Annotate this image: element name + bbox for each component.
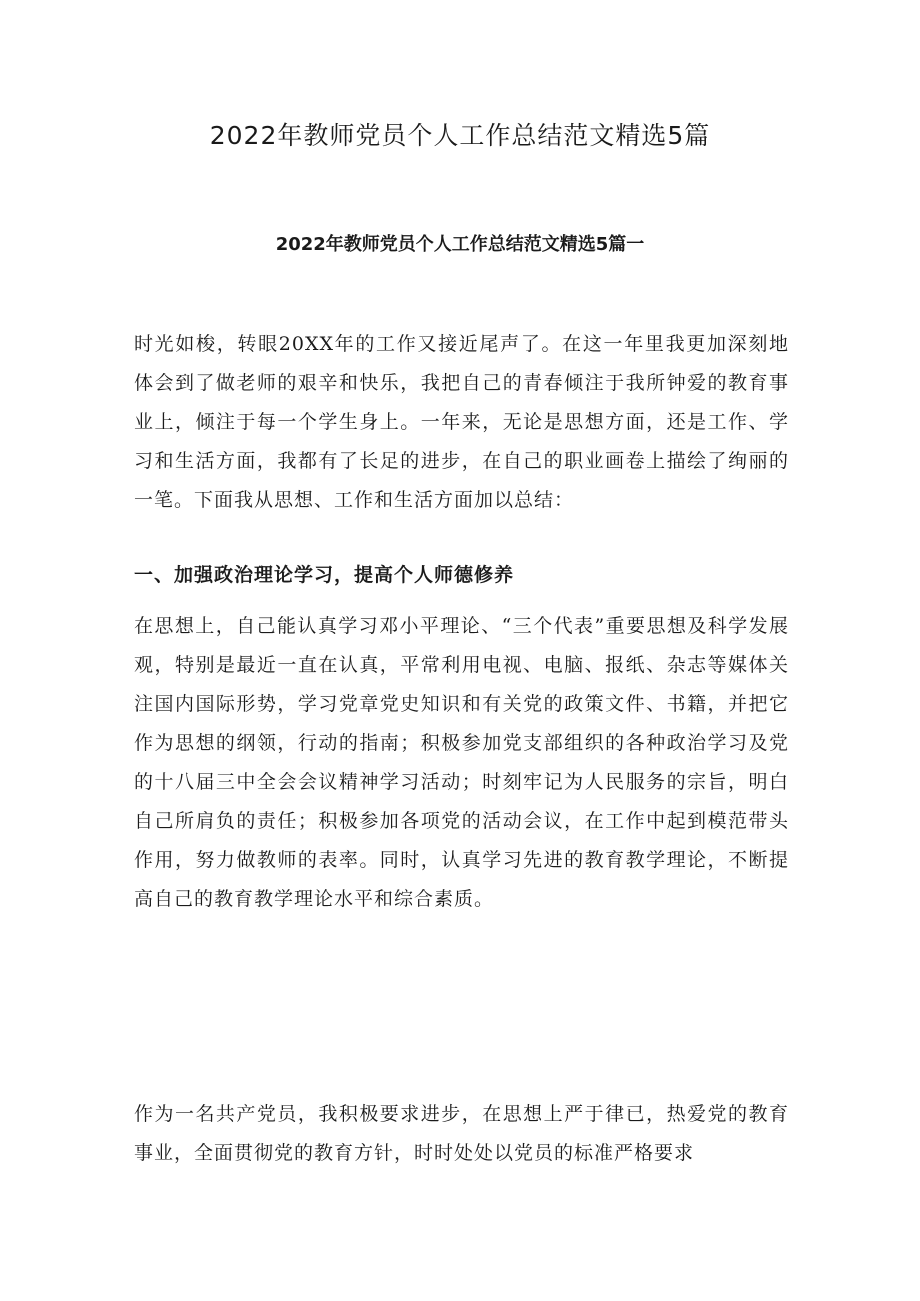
paragraph-intro: 时光如梭，转眼20XX年的工作又接近尾声了。在这一年里我更加深刻地体会到了做老师的艰辛和快乐，我把自己的青春倾注于我所钟爱的教育事业上，倾注于每一个学生身上。一年来，无论是思想方面，还是工作、学习和生活方面，我都有了长足的进步，在自己的职业画卷上描绘了绚丽的一笔。下面我从思想、工作和生活方面加以总结： [134,333,789,511]
document-title: 2022年教师党员个人工作总结范文精选5篇 [209,121,711,150]
section-title: 2022年教师党员个人工作总结范文精选5篇一 [275,234,645,255]
section-heading: 一、加强政治理论学习，提高个人师德修养 [134,564,515,586]
paragraph-thought: 在思想上，自己能认真学习邓小平理论、“三个代表”重要思想及科学发展观，特别是最近一直在认真，平常利用电视、电脑、报纸、杂志等媒体关注国内国际形势，学习党章党史知识和有关党的政策文件、书籍，并把它作为思想的纲领，行动的指南；积极参加党支部组织的各种政治学习及党的十八届三中全会会议精神学习活动；时刻牢记为人民服务的宗旨，明白自己所肩负的责任；积极参加各项党的活动会议，在工作中起到模范带头作用，努力做教师的表率。同时，认真学习先进的教育教学理论，不断提高自己的教育教学理论水平和综合素质。 [134,615,789,910]
paragraph-party-member: 作为一名共产党员，我积极要求进步，在思想上严于律已，热爱党的教育事业，全面贯彻党的教育方针，时时处处以党员的标准严格要求 [134,1103,789,1164]
document-body [134,325,789,1173]
